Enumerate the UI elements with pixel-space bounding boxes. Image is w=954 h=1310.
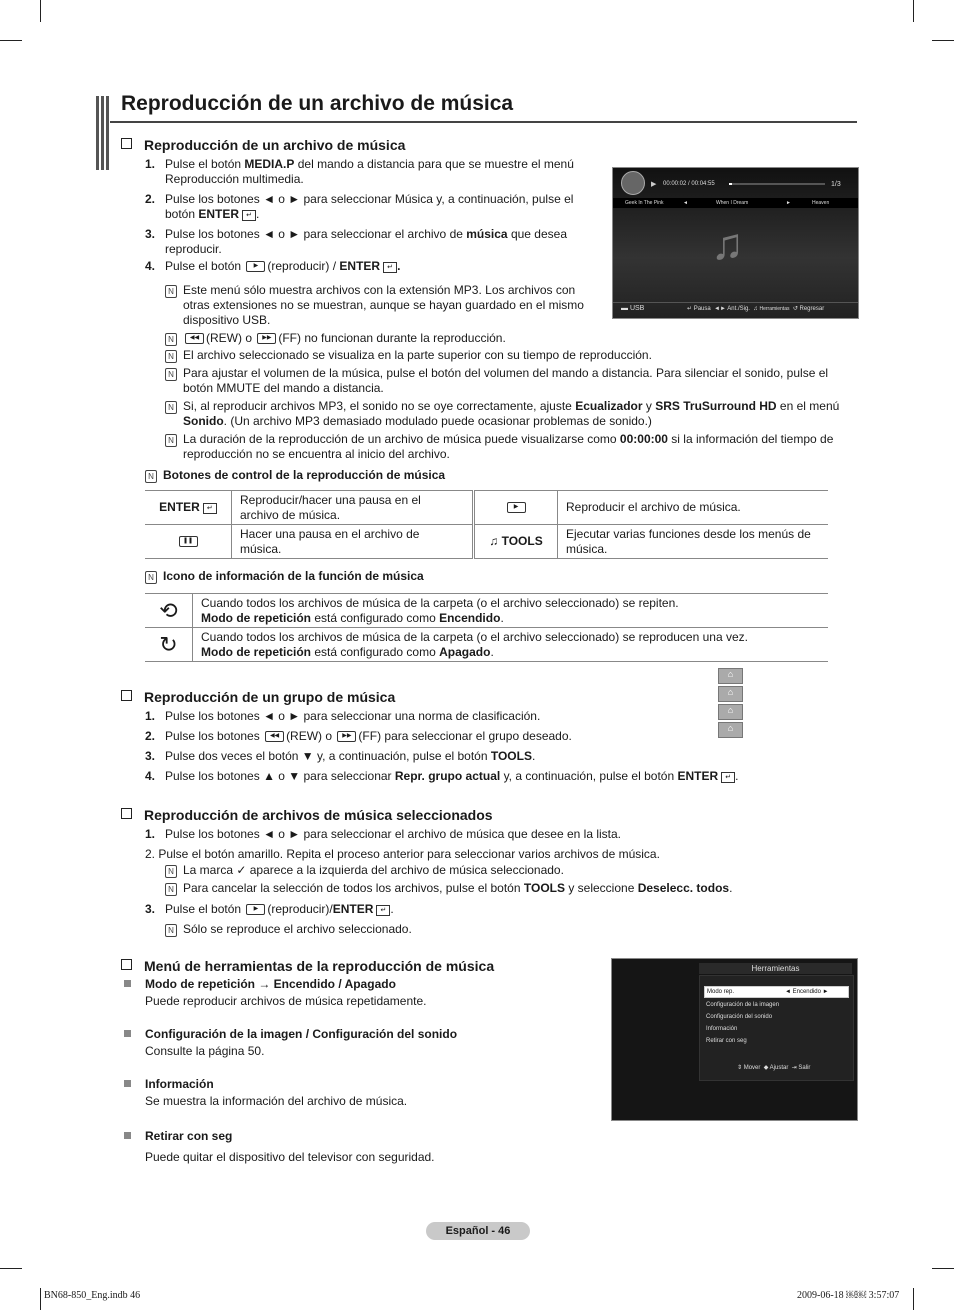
section-heading-play-music: Reproducción de un archivo de música [121,137,405,153]
key-enter: ENTER ↵ [145,491,232,525]
play-time: 00:00:02 / 00:04:55 [663,181,715,187]
page-title: Reproducción de un archivo de música [121,92,514,115]
step-1: 1. Pulse los botones ◄ o ► para seleccionar una norma de clasificación. [145,709,541,723]
step-3: 3. Pulse los botones ◄ o ► para seleccionar el archivo de música que desea reproducir. [145,227,567,256]
desc: Cuando todos los archivos de música de la carpeta (o el archivo seleccionado) se reproducen una vez. Modo de repetición está configurado como Apagado. [193,628,829,662]
player-hints: ↵ Pausa ◄► Ant./Sig. ♫ Herramientas ↺ Regresar [687,306,825,312]
note-icon: N [165,924,177,937]
note-icon: N [165,368,177,381]
note-icon: N [165,333,177,346]
rew-icon: ◀◀ [185,333,204,344]
step-1: 1. Pulse el botón MEDIA.P del mando a distancia para que se muestre el menú Reproducción multimedia. [145,157,574,186]
section-heading-group: Reproducción de un grupo de música [121,689,395,705]
note: N Sólo se reproduce el archivo seleccionado. [165,922,565,938]
note: N Para cancelar la selección de todos los archivos, pulse el botón TOOLS y seleccione Deselecc. todos. [165,881,785,897]
track-strip: Geek In The Pink ◄ When I Dream ► Heaven [613,198,858,208]
repeat-once-icon: ↻ [145,628,193,662]
crop-mark [932,40,954,41]
play-icon: ▶ [507,502,526,513]
note-icon: N [165,434,177,447]
crop-mark [0,40,22,41]
lock-icon: ⌂ [718,686,743,702]
tools-item: Configuración de la imagen / Configuración del sonido Consulte la página 50. [124,1026,457,1060]
ff-icon: ▶▶ [337,731,356,742]
section-heading-tools: Menú de herramientas de la reproducción de música [121,958,494,974]
desc: Reproducir/hacer una pausa en el archivo de música. [232,491,474,525]
controls-table [145,490,828,559]
icon-info-heading: N Icono de información de la función de música [145,569,545,585]
ff-icon: ▶▶ [257,333,276,344]
step-3: 3. Pulse dos veces el botón ▼ y, a continuación, pulse el botón TOOLS. [145,749,536,763]
footer-date: 2009-06-18 ￼￼ 3:57:07 [797,1290,900,1301]
usb-icon: ▬ [621,305,628,312]
step-2: 2. Pulse los botones ◀◀ (REW) o ▶▶ (FF) para seleccionar el grupo deseado. [145,729,572,743]
tools-menu-screenshot [611,958,858,1121]
lock-icon: ⌂ [718,668,743,684]
key-tools: ♫ TOOLS [474,525,558,559]
step-4: 4. Pulse los botones ▲ o ▼ para seleccionar Repr. grupo actual y, a continuación, pulse el botón ENTER ↵ . [145,769,739,783]
track-count: 1/3 [831,181,841,188]
tools-menu-hints: ⇕ Mover ◆ Ajustar ⇥ Salir [737,1065,811,1071]
tools-menu-items: Configuración de la imagen Configuración del sonido Información Retirar con seg [706,1002,780,1044]
enter-icon: ↵ [383,262,397,273]
step-2: 2. Pulse el botón amarillo. Repita el proceso anterior para seleccionar varios archivos de música. [145,847,660,861]
note-icon: N [145,571,157,584]
music-note-icon: ♫ [711,220,744,269]
tools-icon: ♫ [489,534,499,548]
play-icon: ▶ [246,904,265,915]
note-icon: N [165,865,177,878]
note: N La duración de la reproducción de un archivo de música puede visualizarse como 00:00:00 si la información del tiempo de reproducción no se encuentra al inicio del archivo. [165,432,855,464]
lock-icons [718,668,743,746]
step-3: 3. Pulse el botón ▶ (reproducir)/ENTER ↵ . [145,902,394,916]
enter-icon: ↵ [203,503,217,514]
crop-mark [0,1268,22,1269]
footer-file: BN68-850_Eng.indb 46 [44,1290,141,1301]
crop-mark [913,1288,914,1310]
note: N La marca ✓ aparece a la izquierda del archivo de música seleccionado. [165,863,665,879]
note-icon: N [165,401,177,414]
desc: Hacer una pausa en el archivo de música. [232,525,474,559]
page-number: Español - 46 [426,1222,530,1240]
tools-menu-title: Herramientas [699,963,852,974]
play-icon: ▶ [246,261,265,272]
title-decoration [96,96,110,170]
crop-mark [40,0,41,22]
key-play [474,491,558,525]
album-art-icon [621,171,645,195]
tools-item: Modo de repetición → Encendido / Apagado Puede reproducir archivos de música repetidamente. [124,976,426,1010]
progress-track [729,183,825,185]
lock-icon: ⌂ [718,722,743,738]
crop-mark [913,0,914,22]
note: N Si, al reproducir archivos MP3, el sonido no se oye correctamente, ajuste Ecualizador y SRS TruSurround HD en el menú Sonido. (Un archivo MP3 demasiado modulado puede ocasionar problemas de sonido.) [165,399,855,431]
desc: Ejecutar varias funciones desde los menús de música. [558,525,829,559]
step-2: 2. Pulse los botones ◄ o ► para seleccionar Música y, a continuación, pulse el botón ENTER ↵ . [145,192,574,221]
desc: Cuando todos los archivos de música de la carpeta (o el archivo seleccionado) se repiten. Modo de repetición está configurado como Encendido. [193,594,829,628]
play-indicator-icon: ▶ [651,181,657,188]
crop-mark [932,1268,954,1269]
note: N Este menú sólo muestra archivos con la extensión MP3. Los archivos con otras extensiones no se muestran, aunque se hayan guardado en el mismo dispositivo USB. [165,283,595,329]
crop-mark [40,1288,41,1310]
note-icon: N [165,350,177,363]
icons-table [145,593,828,662]
step-4: 4. Pulse el botón ▶ (reproducir) / ENTER ↵ . [145,259,401,273]
pause-icon: ❚❚ [179,536,198,547]
note: N El archivo seleccionado se visualiza en la parte superior con su tiempo de reproducción. [165,348,845,364]
music-player-screenshot [612,167,859,319]
lock-icon: ⌂ [718,704,743,720]
desc: Reproducir el archivo de música. [558,491,829,525]
check-icon: ✓ [236,863,247,877]
title-rule [110,121,857,123]
repeat-all-icon: ⟲ [145,594,193,628]
enter-icon: ↵ [242,210,256,221]
note: N Para ajustar el volumen de la música, pulse el botón del volumen del mando a distancia. Para silenciar el sonido, pulse el botón MMUTE del mando a distancia. [165,366,845,398]
repeat-mode-row: Modo rep. ◄ Encendido ► [704,986,849,998]
rew-icon: ◀◀ [265,731,284,742]
step-1: 1. Pulse los botones ◄ o ► para seleccionar el archivo de música que desee en la lista. [145,827,622,841]
note-icon: N [145,470,157,483]
note-icon: N [165,285,177,298]
controls-heading: N Botones de control de la reproducción de música [145,468,545,484]
enter-icon: ↵ [376,905,390,916]
note: N ◀◀ (REW) o ▶▶ (FF) no funcionan durante la reproducción. [165,331,665,347]
enter-icon: ↵ [721,772,735,783]
tools-item: Información Se muestra la información del archivo de música. [124,1076,407,1110]
key-pause [145,525,232,559]
source-label: ▬ USB [621,305,645,312]
tools-item: Retirar con seg Puede quitar el dispositivo del televisor con seguridad. [124,1126,435,1168]
section-heading-selected: Reproducción de archivos de música seleccionados [121,807,493,823]
note-icon: N [165,883,177,896]
